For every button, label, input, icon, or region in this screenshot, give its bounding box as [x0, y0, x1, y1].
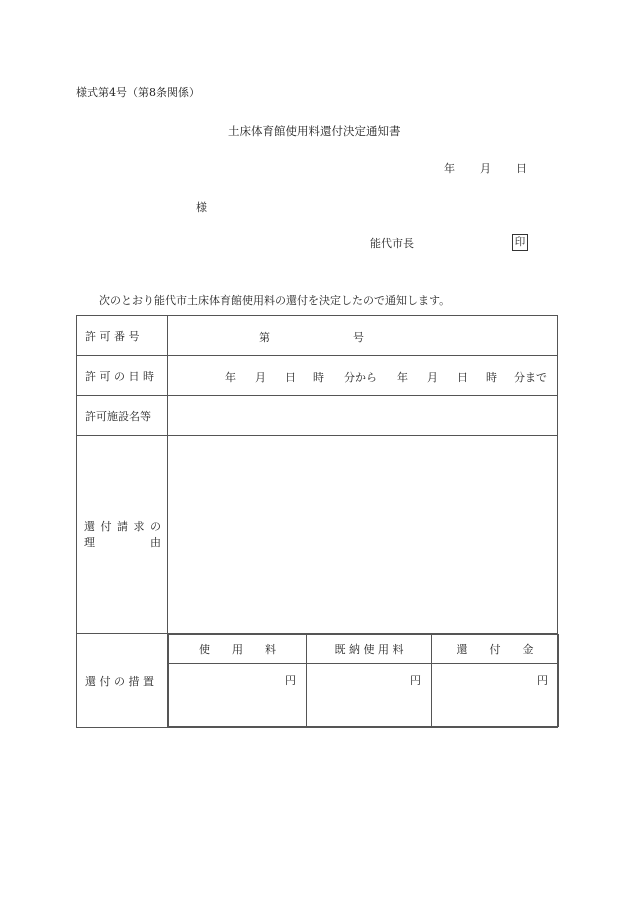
permit-number-label: 許 可 番 号	[77, 316, 168, 356]
refund-breakdown	[168, 634, 559, 727]
dt-from-minute: 分から	[344, 370, 377, 384]
reason-label	[77, 436, 168, 634]
form-number: 様式第4号（第8条関係）	[76, 86, 200, 99]
permit-datetime-cell[interactable]	[168, 356, 558, 396]
date-year-label: 年	[444, 162, 455, 175]
dt-from-hour: 時	[313, 370, 324, 384]
permit-datetime-label: 許 可 の 日 時	[77, 356, 168, 396]
yen-unit: 円	[285, 674, 296, 687]
facility-row	[77, 396, 558, 436]
refund-amount-value[interactable]	[432, 664, 559, 727]
reason-char: 由	[150, 535, 161, 549]
dt-from-year: 年	[225, 370, 236, 384]
addressee-suffix: 様	[196, 201, 207, 214]
date-month-label: 月	[480, 162, 491, 175]
dt-to-minute: 分まで	[514, 370, 547, 384]
dt-to-month: 月	[427, 370, 438, 384]
reason-cell[interactable]	[168, 436, 558, 634]
refund-measure-label: 還 付 の 措 置	[77, 634, 168, 728]
permit-number-dai: 第	[259, 330, 270, 344]
facility-label: 許可施設名等	[77, 396, 168, 436]
refund-measure-row	[77, 634, 558, 728]
reason-char: 理	[84, 535, 95, 549]
refund-amount-header: 還 付 金	[432, 635, 559, 664]
dt-to-year: 年	[397, 370, 408, 384]
issuer-name: 能代市長	[370, 237, 414, 250]
reason-char: の	[150, 519, 161, 533]
refund-form-table	[76, 315, 558, 728]
intro-text: 次のとおり能代市土床体育館使用料の還付を決定したので通知します。	[99, 294, 451, 307]
permit-number-go: 号	[353, 330, 364, 344]
date-day-label: 日	[516, 162, 527, 175]
refund-measure-cell	[168, 634, 558, 728]
dt-from-day: 日	[285, 370, 296, 384]
dt-to-hour: 時	[486, 370, 497, 384]
permit-number-row	[77, 316, 558, 356]
paid-fee-value[interactable]	[307, 664, 432, 727]
reason-char: 請	[117, 519, 128, 533]
seal-mark: 印	[512, 234, 528, 251]
document-title: 土床体育館使用料還付決定通知書	[228, 124, 401, 138]
reason-char: 求	[133, 519, 145, 533]
reason-row	[77, 436, 558, 634]
usage-fee-header: 使 用 料	[169, 635, 307, 664]
dt-to-day: 日	[457, 370, 468, 384]
paid-fee-header: 既 納 使 用 料	[307, 635, 432, 664]
usage-fee-value[interactable]	[169, 664, 307, 727]
reason-char: 還	[84, 519, 95, 533]
facility-cell[interactable]	[168, 396, 558, 436]
dt-from-month: 月	[255, 370, 266, 384]
reason-char: 付	[100, 519, 112, 533]
yen-unit: 円	[537, 674, 548, 687]
permit-number-cell[interactable]	[168, 316, 558, 356]
permit-datetime-row	[77, 356, 558, 396]
yen-unit: 円	[410, 674, 421, 687]
